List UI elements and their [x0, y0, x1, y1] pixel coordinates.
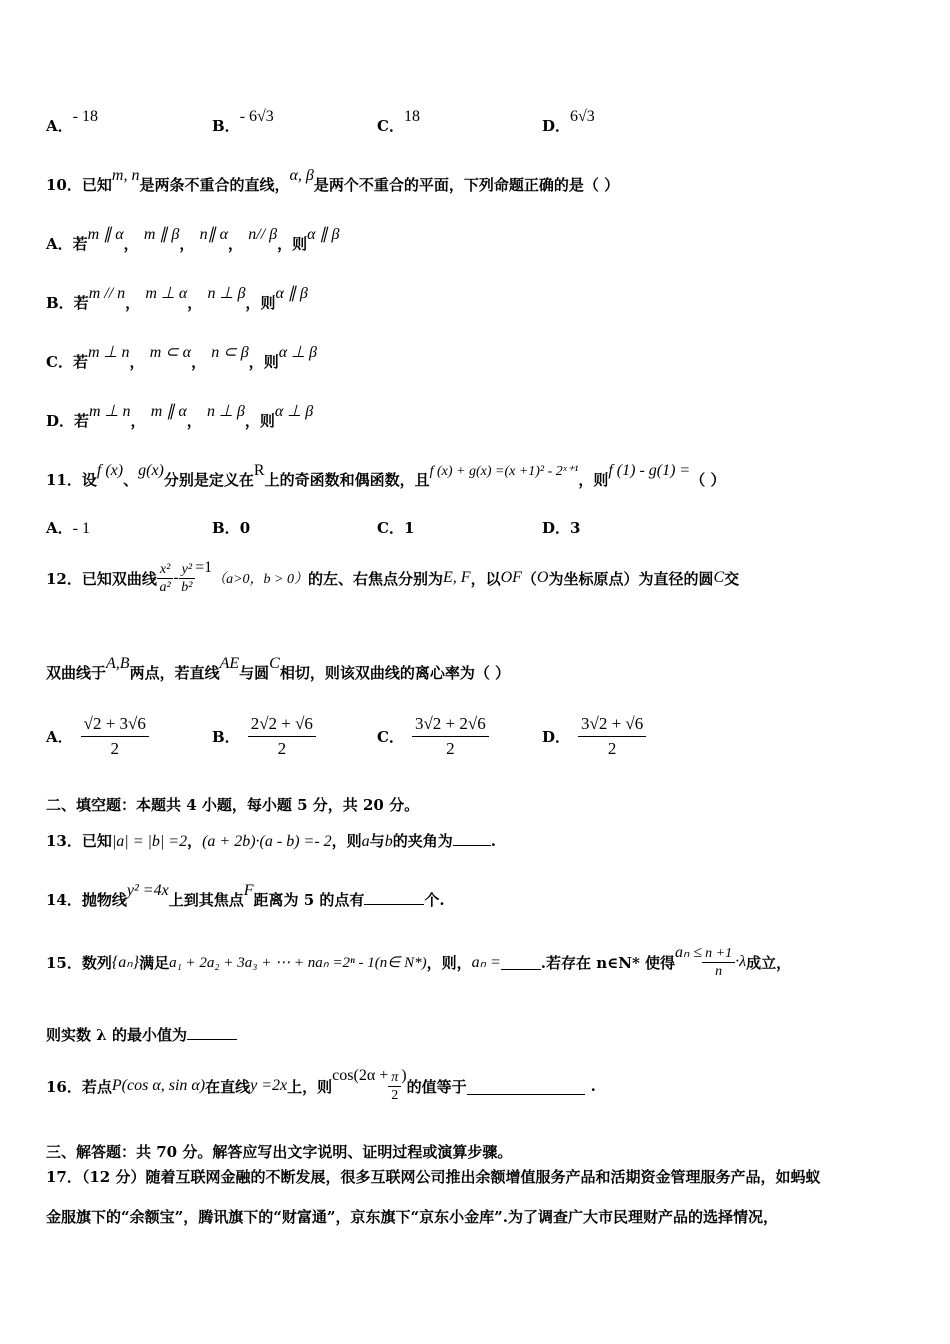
q12-stem-line2: 双曲线于A,B两点，若直线AE与圆C相切，则该双曲线的离心率为（ ）: [46, 655, 511, 682]
q11-option-b: B．0: [212, 519, 251, 537]
q15-fraction: $\frac{n +1}{n}$: [702, 945, 735, 980]
q12-x-fraction: $\frac{\text{x²}}{\text{a²}}$: [157, 561, 173, 596]
q15-answer-blank: [501, 955, 541, 970]
q17-line1: 17．（12 分）随着互联网金融的不断发展，很多互联网公司推出余额增值服务产品和活期资金管理服务产品，如蚂蚁: [46, 1168, 821, 1186]
q9-option-b: B．- 6√3: [212, 108, 274, 135]
q12-option-a: A． $\frac{√2 + 3√6}{2}$: [46, 712, 149, 761]
q13-stem: 13．已知|a| = |b| =2，(a + 2b)·(a - b) =- 2，则a与b的夹角为 .: [46, 832, 496, 850]
q14-answer-blank: [364, 904, 424, 905]
q12-y-fraction: $\frac{\text{y²}}{\text{b²}}$: [179, 561, 195, 596]
q15-stem-line2: 则实数 λ 的最小值为: [46, 1024, 910, 1045]
q11-option-d: D．3: [542, 519, 581, 537]
q16-fraction: $\frac{\pi}{2}$: [388, 1069, 401, 1104]
q10-stem: 10．已知m, n是两条不重合的直线，α, β是两个不重合的平面，下列命题正确的是（ ）: [46, 167, 620, 194]
q12-option-d: D． $\frac{3√2 + √6}{2}$: [542, 712, 646, 761]
section-2-heading: 二、填空题：本题共 4 小题，每小题 5 分，共 20 分。: [46, 796, 420, 814]
q11-option-a: A．- 1: [46, 519, 90, 537]
q10-option-a: A．若m ∥ α， m ∥ β， n∥ α， n// β，则α ∥ β: [46, 226, 340, 253]
q9-option-a: A．- 18: [46, 108, 98, 135]
q15-lambda-blank: [187, 1039, 237, 1040]
q9-option-d: D．6√3: [542, 108, 595, 135]
q17-line2: 金服旗下的“余额宝”，腾讯旗下的“财富通”，京东旗下“京东小金库”.为了调查广大市民理财产品的选择情况，: [46, 1208, 778, 1226]
q10-option-b: B．若m // n， m ⊥ α， n ⊥ β，则α ∥ β: [46, 285, 308, 312]
q10-option-d: D．若m ⊥ n， m ∥ α， n ⊥ β，则α ⊥ β: [46, 403, 314, 430]
q14-stem: 14．抛物线y² =4x上到其焦点F距离为 5 的点有 个.: [46, 882, 445, 909]
q10-option-c: C．若m ⊥ n， m ⊂ α， n ⊂ β，则α ⊥ β: [46, 344, 318, 371]
q15-stem: 15． 数列 {aₙ} 满足 a₁ + 2a₂ + 3a₃ + ⋯ + naₙ =2ⁿ - 1(n∈ N*) ，则， aₙ = .若存在 n∈N* 使得 aₙ ≤ $\frac{n +1}{n}$ ·λ 成立，: [46, 944, 792, 979]
q9-option-c: C．18: [377, 108, 420, 135]
q16-answer-blank: [467, 1078, 585, 1095]
section-3-heading: 三、解答题：共 70 分。解答应写出文字说明、证明过程或演算步骤。: [46, 1143, 513, 1161]
q16-stem: 16． 若点 P(cos α, sin α) 在直线 y =2x 上，则 cos(2α + $\frac{\pi}{2}$ ) 的值等于 .: [46, 1067, 596, 1103]
q12-option-c: C． $\frac{3√2 + 2√6}{2}$: [377, 712, 489, 761]
q11-stem: 11．设f (x)、g(x)分别是定义在R上的奇函数和偶函数，且f (x) + g(x) =(x +1)² - 2ˣ⁺¹，则f (1) - g(1) =（ ）: [46, 462, 726, 489]
q11-option-c: C．1: [377, 519, 415, 537]
q12-option-b: B． $\frac{2√2 + √6}{2}$: [212, 712, 316, 761]
q12-stem: 12． 已知双曲线 $\frac{\text{x²}}{\text{a²}}$ - $\frac{\text{y²}}{\text{b²}}$ =1 （a>0，b > 0） 的左、右焦点分别为 E, F ，以 OF （ O 为坐标原点）为直径的圆 C 交: [46, 559, 740, 595]
q13-answer-blank: [453, 845, 491, 846]
